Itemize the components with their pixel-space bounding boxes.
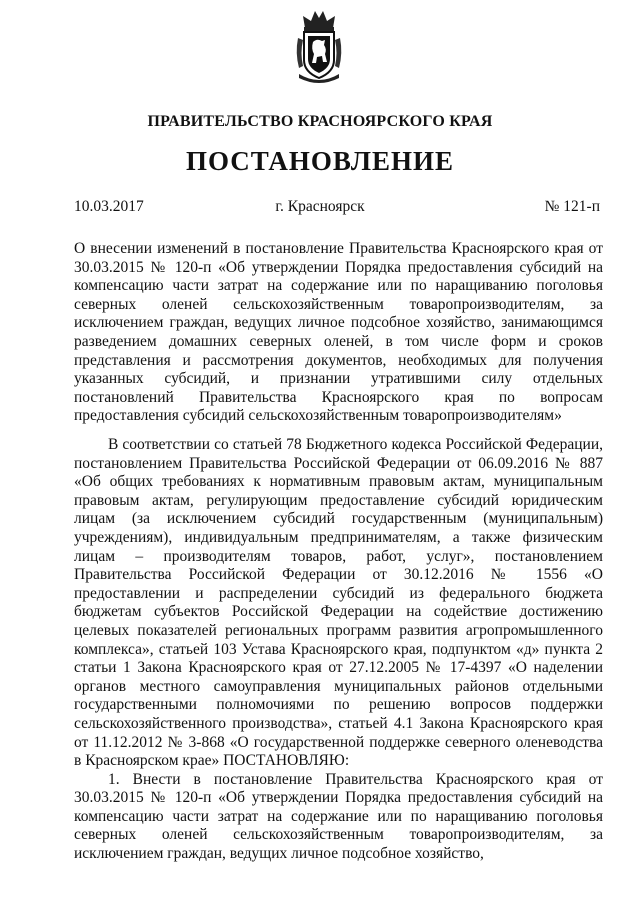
document-subject: О внесении изменений в постановление Правительства Красноярского края от 30.03.2015 № 120-п «Об утверждении Порядка предоставления субсидий на компенсацию части затрат на содержание или по наращиванию поголовья северных оленей сельскохозяйственным товаропроизводителям, за исключением граждан, ведущих личное подсобное хозяйство, занимающимся разведением домашних северных оленей, в том числе форм и сроков представления и рассмотрения документов, необходимых для получения указанных субсидий, и признании утратившими силу отдельных постановлений Правительства Красноярского края по вопросам предоставления субсидий сельскохозяйственным товаропроизводителям»: [74, 240, 603, 425]
item-1-paragraph: 1. Внести в постановление Правительства Красноярского края от 30.03.2015 № 120-п «Об утверждении Порядка предоставления субсидий на компенсацию части затрат на содержание или по наращиванию поголовья северных оленей сельскохозяйственным товаропроизводителям, за исключением граждан, ведущих личное подсобное хозяйство,: [74, 770, 603, 863]
issuing-authority: ПРАВИТЕЛЬСТВО КРАСНОЯРСКОГО КРАЯ: [147, 113, 493, 130]
document-city: г. Красноярск: [275, 198, 365, 215]
document-number: № 121-п: [544, 198, 600, 215]
document-type-title: ПОСТАНОВЛЕНИЕ: [185, 146, 455, 176]
preamble-paragraph: В соответствии со статьей 78 Бюджетного кодекса Российской Федерации, постановлением Правительства Российской Федерации от 06.09.2016 № 887 «Об общих требованиях к нормативным правовым актам, муниципальным правовым актам, регулирующим предоставление субсидий юридическим лицам (за исключением субсидий государственным (муниципальным) учреждениям), индивидуальным предпринимателям, а также физическим лицам – производителям товаров, работ, услуг», постановлением Правительства Российской Федерации от 30.12.2016 № 1556 «О предоставлении и распределении субсидий из федерального бюджета бюджетам субъектов Российской Федерации на содействие достижению целевых показателей региональных программ развития агропромышленного комплекса», статьей 103 Устава Красноярского края, подпунктом «д» пункта 2 статьи 1 Закона Красноярского края от 27.12.2005 № 17-4397 «О наделении органов местного самоуправления муниципальных районов отдельными государственными полномочиями по решению вопросов поддержки сельскохозяйственного производства», статьей 4.1 Закона Красноярского края от 11.12.2012 № 3-868 «О государственной поддержке северного оленеводства в Красноярском крае» ПОСТАНОВЛЯЮ:: [74, 436, 603, 770]
document-body: [74, 436, 603, 864]
document-date: 10.03.2017: [74, 198, 144, 215]
coat-of-arms-icon: [295, 8, 343, 86]
